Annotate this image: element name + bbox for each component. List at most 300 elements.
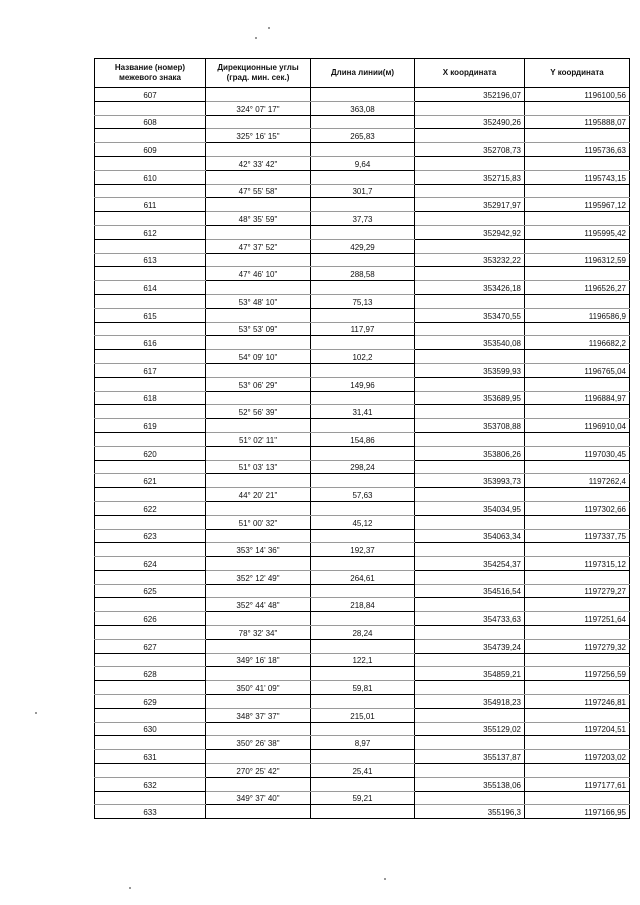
empty-cell — [95, 626, 206, 640]
empty-cell — [206, 253, 311, 267]
empty-cell — [311, 308, 415, 322]
empty-cell — [415, 377, 525, 391]
direction-angle-cell: 325° 16' 15" — [206, 129, 311, 143]
y-coordinate-cell: 1197337,75 — [525, 529, 630, 543]
mark-name-cell: 619 — [95, 419, 206, 433]
line-length-cell: 9,64 — [311, 156, 415, 170]
point-row — [95, 363, 630, 377]
x-coordinate-cell: 355137,87 — [415, 750, 525, 764]
mark-name-cell: 608 — [95, 115, 206, 129]
point-row — [95, 474, 630, 488]
line-length-cell: 59,81 — [311, 681, 415, 695]
empty-cell — [525, 736, 630, 750]
mark-name-cell: 607 — [95, 88, 206, 102]
empty-cell — [311, 336, 415, 350]
y-coordinate-cell: 1195888,07 — [525, 115, 630, 129]
empty-cell — [206, 336, 311, 350]
empty-cell — [415, 322, 525, 336]
point-row — [95, 143, 630, 157]
y-coordinate-cell: 1197315,12 — [525, 557, 630, 571]
segment-row — [95, 101, 630, 115]
line-length-cell: 28,24 — [311, 626, 415, 640]
y-coordinate-cell: 1197166,95 — [525, 805, 630, 819]
line-length-cell: 59,21 — [311, 791, 415, 805]
point-row — [95, 308, 630, 322]
empty-cell — [415, 570, 525, 584]
mark-name-cell: 626 — [95, 612, 206, 626]
empty-cell — [525, 432, 630, 446]
direction-angle-cell: 352° 12' 49" — [206, 570, 311, 584]
empty-cell — [415, 350, 525, 364]
segment-row — [95, 239, 630, 253]
empty-cell — [415, 515, 525, 529]
empty-cell — [311, 557, 415, 571]
empty-cell — [415, 129, 525, 143]
point-row — [95, 639, 630, 653]
direction-angle-cell: 53° 48' 10" — [206, 294, 311, 308]
empty-cell — [311, 667, 415, 681]
mark-name-cell: 622 — [95, 501, 206, 515]
empty-cell — [206, 805, 311, 819]
empty-cell — [206, 750, 311, 764]
x-coordinate-cell: 353708,88 — [415, 419, 525, 433]
segment-row — [95, 653, 630, 667]
point-row — [95, 281, 630, 295]
direction-angle-cell: 353° 14' 36" — [206, 543, 311, 557]
y-coordinate-cell: 1197302,66 — [525, 501, 630, 515]
empty-cell — [415, 626, 525, 640]
point-row — [95, 115, 630, 129]
line-length-cell: 429,29 — [311, 239, 415, 253]
line-length-cell: 122,1 — [311, 653, 415, 667]
line-length-cell: 8,97 — [311, 736, 415, 750]
empty-cell — [415, 156, 525, 170]
y-coordinate-cell: 1195995,42 — [525, 225, 630, 239]
scan-speck — [384, 878, 386, 880]
point-row — [95, 336, 630, 350]
line-length-cell: 215,01 — [311, 708, 415, 722]
y-coordinate-cell: 1196910,04 — [525, 419, 630, 433]
y-coordinate-cell: 1196586,9 — [525, 308, 630, 322]
segment-row — [95, 405, 630, 419]
empty-cell — [415, 708, 525, 722]
y-coordinate-cell: 1197204,51 — [525, 722, 630, 736]
segment-row — [95, 350, 630, 364]
mark-name-cell: 621 — [95, 474, 206, 488]
point-row — [95, 88, 630, 102]
empty-cell — [311, 474, 415, 488]
empty-cell — [206, 667, 311, 681]
direction-angle-cell: 48° 35' 59" — [206, 212, 311, 226]
empty-cell — [311, 639, 415, 653]
empty-cell — [525, 156, 630, 170]
line-length-cell: 25,41 — [311, 764, 415, 778]
y-coordinate-cell: 1196526,27 — [525, 281, 630, 295]
mark-name-cell: 610 — [95, 170, 206, 184]
point-row — [95, 391, 630, 405]
empty-cell — [525, 653, 630, 667]
y-coordinate-cell: 1196884,97 — [525, 391, 630, 405]
empty-cell — [525, 598, 630, 612]
empty-cell — [415, 212, 525, 226]
direction-angle-cell: 44° 20' 21" — [206, 488, 311, 502]
header-row — [95, 59, 630, 88]
empty-cell — [95, 570, 206, 584]
empty-cell — [415, 294, 525, 308]
empty-cell — [311, 170, 415, 184]
mark-name-cell: 630 — [95, 722, 206, 736]
empty-cell — [525, 322, 630, 336]
mark-name-cell: 624 — [95, 557, 206, 571]
mark-name-cell: 625 — [95, 584, 206, 598]
line-length-cell: 288,58 — [311, 267, 415, 281]
segment-row — [95, 460, 630, 474]
empty-cell — [206, 115, 311, 129]
empty-cell — [525, 377, 630, 391]
mark-name-cell: 628 — [95, 667, 206, 681]
direction-angle-cell: 51° 00' 32" — [206, 515, 311, 529]
point-row — [95, 198, 630, 212]
segment-row — [95, 515, 630, 529]
empty-cell — [311, 612, 415, 626]
empty-cell — [95, 543, 206, 557]
empty-cell — [415, 598, 525, 612]
empty-cell — [525, 460, 630, 474]
empty-cell — [311, 446, 415, 460]
empty-cell — [525, 294, 630, 308]
line-length-cell: 298,24 — [311, 460, 415, 474]
empty-cell — [95, 239, 206, 253]
empty-cell — [95, 736, 206, 750]
direction-angle-cell: 78° 32' 34" — [206, 626, 311, 640]
x-coordinate-cell: 353599,93 — [415, 363, 525, 377]
segment-row — [95, 432, 630, 446]
line-length-cell: 75,13 — [311, 294, 415, 308]
segment-row — [95, 322, 630, 336]
header-y-coordinate: Y координата — [525, 59, 630, 88]
empty-cell — [311, 419, 415, 433]
mark-name-cell: 615 — [95, 308, 206, 322]
empty-cell — [311, 225, 415, 239]
point-row — [95, 667, 630, 681]
empty-cell — [206, 557, 311, 571]
empty-cell — [311, 253, 415, 267]
empty-cell — [95, 405, 206, 419]
empty-cell — [95, 294, 206, 308]
direction-angle-cell: 42° 33' 42" — [206, 156, 311, 170]
y-coordinate-cell: 1196100,56 — [525, 88, 630, 102]
empty-cell — [415, 432, 525, 446]
empty-cell — [95, 184, 206, 198]
empty-cell — [95, 156, 206, 170]
empty-cell — [206, 446, 311, 460]
empty-cell — [311, 695, 415, 709]
empty-cell — [206, 777, 311, 791]
segment-row — [95, 764, 630, 778]
y-coordinate-cell: 1195743,15 — [525, 170, 630, 184]
point-row — [95, 446, 630, 460]
x-coordinate-cell: 352196,07 — [415, 88, 525, 102]
y-coordinate-cell: 1197251,64 — [525, 612, 630, 626]
empty-cell — [525, 212, 630, 226]
empty-cell — [311, 501, 415, 515]
direction-angle-cell: 54° 09' 10" — [206, 350, 311, 364]
mark-name-cell: 611 — [95, 198, 206, 212]
y-coordinate-cell: 1197279,27 — [525, 584, 630, 598]
x-coordinate-cell: 353232,22 — [415, 253, 525, 267]
empty-cell — [415, 736, 525, 750]
direction-angle-cell: 47° 37' 52" — [206, 239, 311, 253]
direction-angle-cell: 47° 46' 10" — [206, 267, 311, 281]
y-coordinate-cell: 1196682,2 — [525, 336, 630, 350]
segment-row — [95, 736, 630, 750]
point-row — [95, 501, 630, 515]
empty-cell — [95, 764, 206, 778]
mark-name-cell: 609 — [95, 143, 206, 157]
empty-cell — [95, 515, 206, 529]
segment-row — [95, 377, 630, 391]
empty-cell — [525, 764, 630, 778]
empty-cell — [415, 239, 525, 253]
x-coordinate-cell: 353689,95 — [415, 391, 525, 405]
empty-cell — [95, 432, 206, 446]
mark-name-cell: 617 — [95, 363, 206, 377]
empty-cell — [95, 791, 206, 805]
mark-name-cell: 631 — [95, 750, 206, 764]
empty-cell — [415, 543, 525, 557]
x-coordinate-cell: 355196,3 — [415, 805, 525, 819]
y-coordinate-cell: 1197030,45 — [525, 446, 630, 460]
point-row — [95, 419, 630, 433]
empty-cell — [525, 267, 630, 281]
empty-cell — [415, 460, 525, 474]
direction-angle-cell: 348° 37' 37" — [206, 708, 311, 722]
empty-cell — [311, 115, 415, 129]
empty-cell — [311, 584, 415, 598]
mark-name-cell: 633 — [95, 805, 206, 819]
empty-cell — [206, 363, 311, 377]
direction-angle-cell: 270° 25' 42" — [206, 764, 311, 778]
x-coordinate-cell: 352708,73 — [415, 143, 525, 157]
header-line-length: Длина линии(м) — [311, 59, 415, 88]
line-length-cell: 363,08 — [311, 101, 415, 115]
line-length-cell: 102,2 — [311, 350, 415, 364]
x-coordinate-cell: 353993,73 — [415, 474, 525, 488]
segment-row — [95, 267, 630, 281]
empty-cell — [311, 143, 415, 157]
point-row — [95, 750, 630, 764]
direction-angle-cell: 51° 03' 13" — [206, 460, 311, 474]
empty-cell — [415, 488, 525, 502]
scan-speck — [255, 37, 257, 39]
direction-angle-cell: 53° 53' 09" — [206, 322, 311, 336]
empty-cell — [95, 129, 206, 143]
segment-row — [95, 212, 630, 226]
empty-cell — [525, 626, 630, 640]
empty-cell — [95, 681, 206, 695]
y-coordinate-cell: 1197203,02 — [525, 750, 630, 764]
point-row — [95, 695, 630, 709]
direction-angle-cell: 350° 41' 09" — [206, 681, 311, 695]
direction-angle-cell: 51° 02' 11" — [206, 432, 311, 446]
empty-cell — [206, 639, 311, 653]
x-coordinate-cell: 354063,34 — [415, 529, 525, 543]
empty-cell — [95, 708, 206, 722]
line-length-cell: 301,7 — [311, 184, 415, 198]
point-row — [95, 529, 630, 543]
empty-cell — [206, 722, 311, 736]
mark-name-cell: 613 — [95, 253, 206, 267]
direction-angle-cell: 349° 37' 40" — [206, 791, 311, 805]
empty-cell — [206, 198, 311, 212]
empty-cell — [206, 501, 311, 515]
empty-cell — [525, 405, 630, 419]
empty-cell — [415, 653, 525, 667]
y-coordinate-cell: 1196312,59 — [525, 253, 630, 267]
line-length-cell: 154,86 — [311, 432, 415, 446]
y-coordinate-cell: 1195736,63 — [525, 143, 630, 157]
direction-angle-cell: 349° 16' 18" — [206, 653, 311, 667]
point-row — [95, 170, 630, 184]
x-coordinate-cell: 353470,55 — [415, 308, 525, 322]
y-coordinate-cell: 1197177,61 — [525, 777, 630, 791]
empty-cell — [415, 764, 525, 778]
empty-cell — [525, 681, 630, 695]
point-row — [95, 805, 630, 819]
empty-cell — [415, 791, 525, 805]
segment-row — [95, 543, 630, 557]
empty-cell — [95, 350, 206, 364]
segment-row — [95, 156, 630, 170]
line-length-cell: 264,61 — [311, 570, 415, 584]
empty-cell — [415, 101, 525, 115]
empty-cell — [206, 529, 311, 543]
header-x-coordinate: X координата — [415, 59, 525, 88]
x-coordinate-cell: 354034,95 — [415, 501, 525, 515]
header-mark-name: Название (номер) межевого знака — [95, 59, 206, 88]
empty-cell — [311, 529, 415, 543]
boundary-coordinates-table — [94, 58, 630, 819]
point-row — [95, 225, 630, 239]
mark-name-cell: 620 — [95, 446, 206, 460]
empty-cell — [525, 515, 630, 529]
mark-name-cell: 616 — [95, 336, 206, 350]
empty-cell — [525, 791, 630, 805]
empty-cell — [311, 363, 415, 377]
point-row — [95, 584, 630, 598]
empty-cell — [525, 488, 630, 502]
empty-cell — [206, 88, 311, 102]
mark-name-cell: 627 — [95, 639, 206, 653]
empty-cell — [206, 308, 311, 322]
x-coordinate-cell: 352490,26 — [415, 115, 525, 129]
empty-cell — [311, 88, 415, 102]
mark-name-cell: 623 — [95, 529, 206, 543]
x-coordinate-cell: 352917,97 — [415, 198, 525, 212]
mark-name-cell: 614 — [95, 281, 206, 295]
empty-cell — [206, 584, 311, 598]
empty-cell — [525, 129, 630, 143]
empty-cell — [415, 405, 525, 419]
point-row — [95, 722, 630, 736]
direction-angle-cell: 324° 07' 17" — [206, 101, 311, 115]
y-coordinate-cell: 1197246,81 — [525, 695, 630, 709]
table-body — [95, 88, 630, 819]
segment-row — [95, 791, 630, 805]
empty-cell — [311, 391, 415, 405]
empty-cell — [206, 170, 311, 184]
x-coordinate-cell: 353540,08 — [415, 336, 525, 350]
y-coordinate-cell: 1197256,59 — [525, 667, 630, 681]
x-coordinate-cell: 352942,92 — [415, 225, 525, 239]
empty-cell — [525, 708, 630, 722]
empty-cell — [206, 281, 311, 295]
segment-row — [95, 294, 630, 308]
empty-cell — [206, 419, 311, 433]
y-coordinate-cell: 1197262,4 — [525, 474, 630, 488]
segment-row — [95, 708, 630, 722]
line-length-cell: 192,37 — [311, 543, 415, 557]
direction-angle-cell: 52° 56' 39" — [206, 405, 311, 419]
empty-cell — [311, 777, 415, 791]
empty-cell — [311, 722, 415, 736]
direction-angle-cell: 350° 26' 38" — [206, 736, 311, 750]
segment-row — [95, 626, 630, 640]
scan-speck — [129, 887, 131, 889]
direction-angle-cell: 47° 55' 58" — [206, 184, 311, 198]
segment-row — [95, 681, 630, 695]
empty-cell — [206, 225, 311, 239]
x-coordinate-cell: 353806,26 — [415, 446, 525, 460]
x-coordinate-cell: 354859,21 — [415, 667, 525, 681]
line-length-cell: 149,96 — [311, 377, 415, 391]
x-coordinate-cell: 353426,18 — [415, 281, 525, 295]
x-coordinate-cell: 354739,24 — [415, 639, 525, 653]
line-length-cell: 265,83 — [311, 129, 415, 143]
mark-name-cell: 618 — [95, 391, 206, 405]
line-length-cell: 218,84 — [311, 598, 415, 612]
empty-cell — [415, 267, 525, 281]
segment-row — [95, 488, 630, 502]
direction-angle-cell: 352° 44' 48" — [206, 598, 311, 612]
empty-cell — [95, 267, 206, 281]
line-length-cell: 45,12 — [311, 515, 415, 529]
scan-speck — [35, 712, 37, 714]
empty-cell — [95, 212, 206, 226]
empty-cell — [525, 350, 630, 364]
empty-cell — [525, 184, 630, 198]
empty-cell — [95, 653, 206, 667]
table-header — [95, 59, 630, 88]
segment-row — [95, 184, 630, 198]
x-coordinate-cell: 354254,37 — [415, 557, 525, 571]
point-row — [95, 777, 630, 791]
line-length-cell: 31,41 — [311, 405, 415, 419]
empty-cell — [311, 198, 415, 212]
segment-row — [95, 598, 630, 612]
empty-cell — [206, 612, 311, 626]
x-coordinate-cell: 352715,83 — [415, 170, 525, 184]
empty-cell — [206, 474, 311, 488]
empty-cell — [95, 460, 206, 474]
x-coordinate-cell: 354733,63 — [415, 612, 525, 626]
point-row — [95, 612, 630, 626]
mark-name-cell: 629 — [95, 695, 206, 709]
y-coordinate-cell: 1195967,12 — [525, 198, 630, 212]
empty-cell — [525, 543, 630, 557]
empty-cell — [415, 184, 525, 198]
segment-row — [95, 129, 630, 143]
